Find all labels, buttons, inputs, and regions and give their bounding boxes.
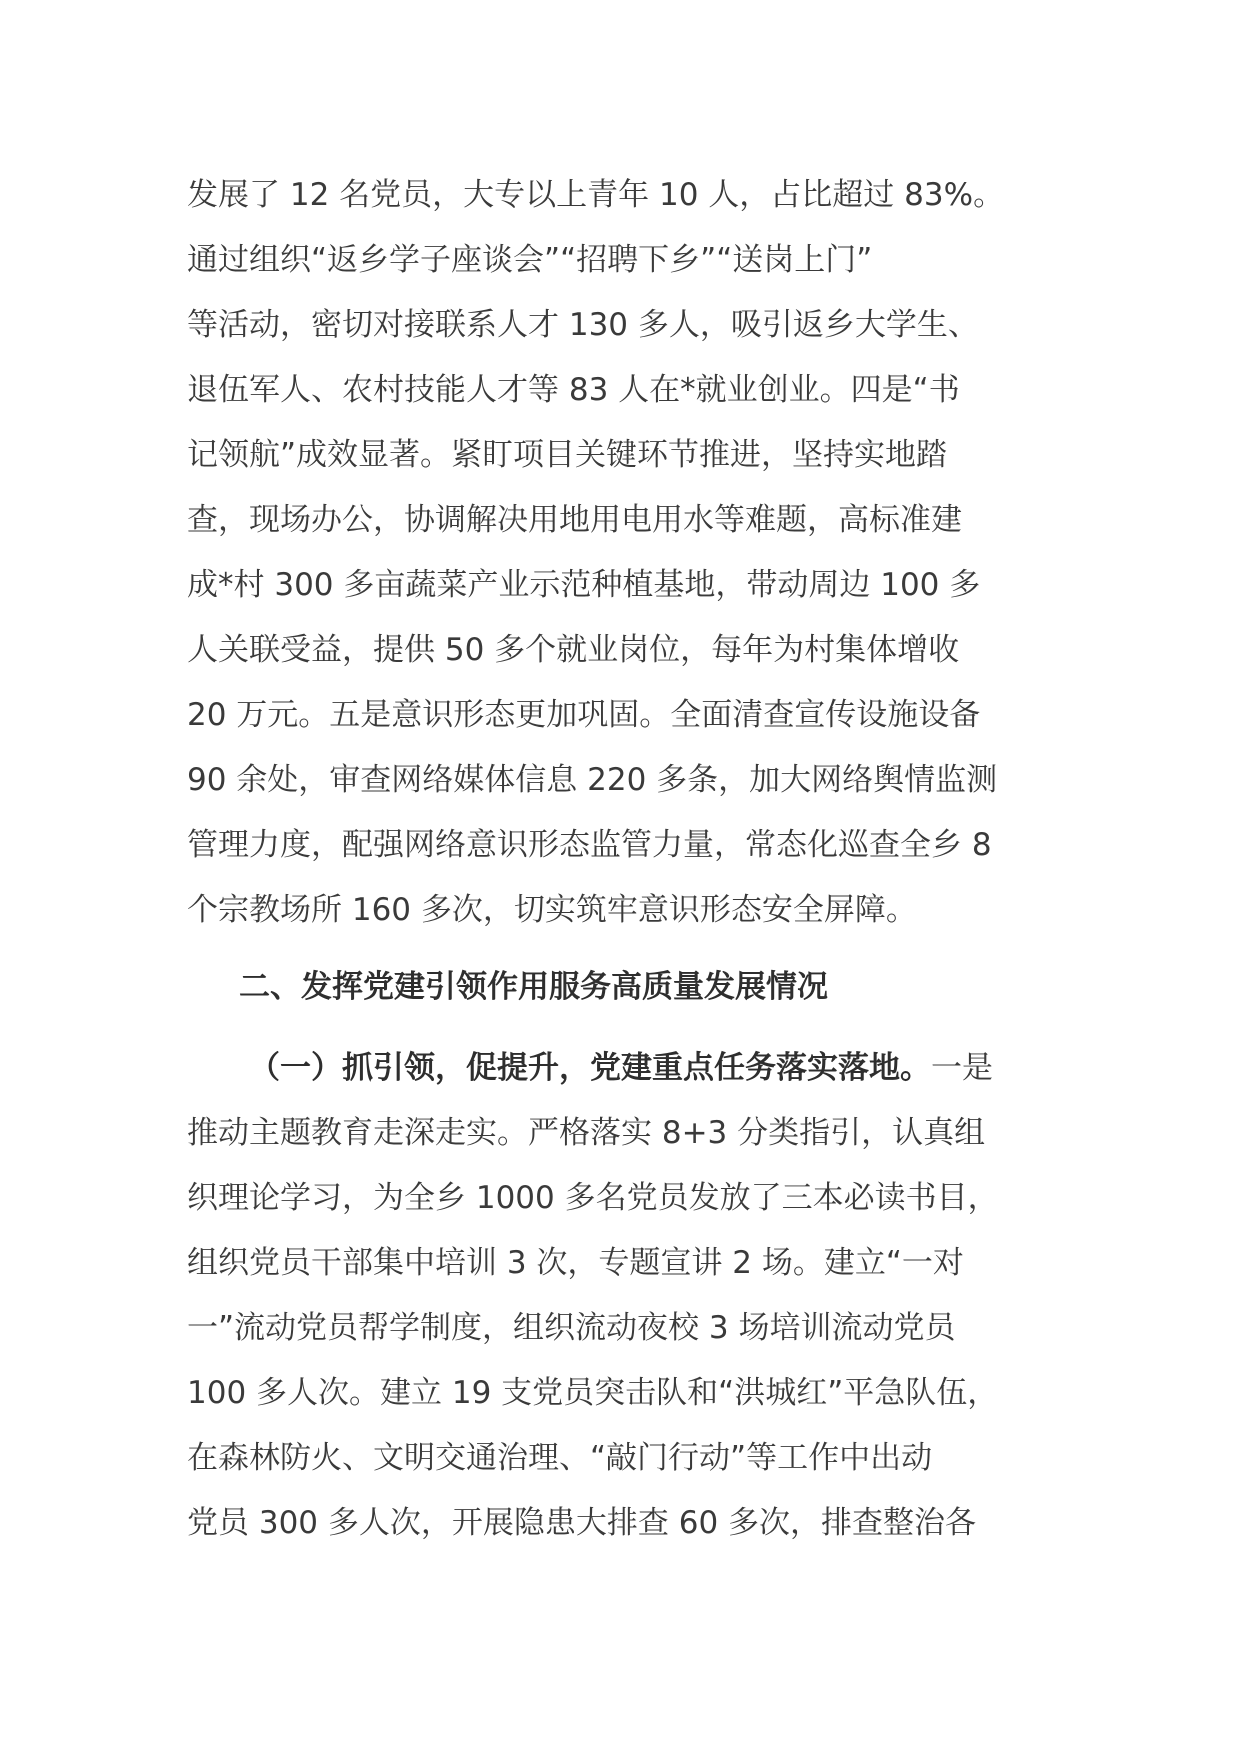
paragraph-line: 党员 300 多人次，开展隐患大排查 60 多次，排查整治各 bbox=[187, 1505, 977, 1541]
paragraph-line: 等活动，密切对接联系人才 130 多人，吸引返乡大学生、 bbox=[187, 307, 979, 343]
subsection-first-line bbox=[187, 1036, 1087, 1101]
paragraph-line: 推动主题教育走深走实。严格落实 8+3 分类指引，认真组 bbox=[187, 1115, 986, 1151]
section-heading-block bbox=[187, 955, 1087, 1020]
paragraph-line: 织理论学习，为全乡 1000 多名党员发放了三本必读书目， bbox=[187, 1180, 999, 1216]
paragraph-line: 发展了 12 名党员，大专以上青年 10 人，占比超过 83%。 bbox=[187, 177, 1005, 213]
paragraph-line: 在森林防火、文明交通治理、“敲门行动”等工作中出动 bbox=[187, 1440, 933, 1476]
paragraph-line: 人关联受益，提供 50 多个就业岗位，每年为村集体增收 bbox=[187, 632, 960, 668]
section-heading: 二、发挥党建引领作用服务高质量发展情况 bbox=[239, 969, 828, 1005]
intro-paragraph bbox=[187, 163, 1087, 943]
paragraph-line: 管理力度，配强网络意识形态监管力量，常态化巡查全乡 8 bbox=[187, 827, 992, 863]
paragraph-line: 90 余处，审查网络媒体信息 220 多条，加大网络舆情监测 bbox=[187, 762, 998, 798]
paragraph-line: 组织党员干部集中培训 3 次，专题宣讲 2 场。建立“一对 bbox=[187, 1245, 964, 1281]
subsection-title: （一）抓引领，促提升，党建重点任务落实落地。 bbox=[249, 1050, 931, 1086]
paragraph-line: 查，现场办公，协调解决用地用电用水等难题，高标准建 bbox=[187, 502, 962, 538]
subsection-paragraph bbox=[187, 1036, 1087, 1556]
paragraph-line: 20 万元。五是意识形态更加巩固。全面清查宣传设施设备 bbox=[187, 697, 981, 733]
paragraph-line: 记领航”成效显著。紧盯项目关键环节推进，坚持实地踏 bbox=[187, 437, 948, 473]
paragraph-line: 通过组织“返乡学子座谈会”“招聘下乡”“送岗上门” bbox=[187, 242, 873, 278]
paragraph-line: 100 多人次。建立 19 支党员突击队和“洪城红”平急队伍， bbox=[187, 1375, 999, 1411]
paragraph-line: 退伍军人、农村技能人才等 83 人在*就业创业。四是“书 bbox=[187, 372, 960, 408]
paragraph-line: 成*村 300 多亩蔬菜产业示范种植基地，带动周边 100 多 bbox=[187, 567, 981, 603]
subsection-first-line-rest: 一是 bbox=[931, 1050, 993, 1086]
paragraph-line: 一”流动党员帮学制度，组织流动夜校 3 场培训流动党员 bbox=[187, 1310, 956, 1346]
paragraph-line: 个宗教场所 160 多次，切实筑牢意识形态安全屏障。 bbox=[187, 892, 917, 928]
